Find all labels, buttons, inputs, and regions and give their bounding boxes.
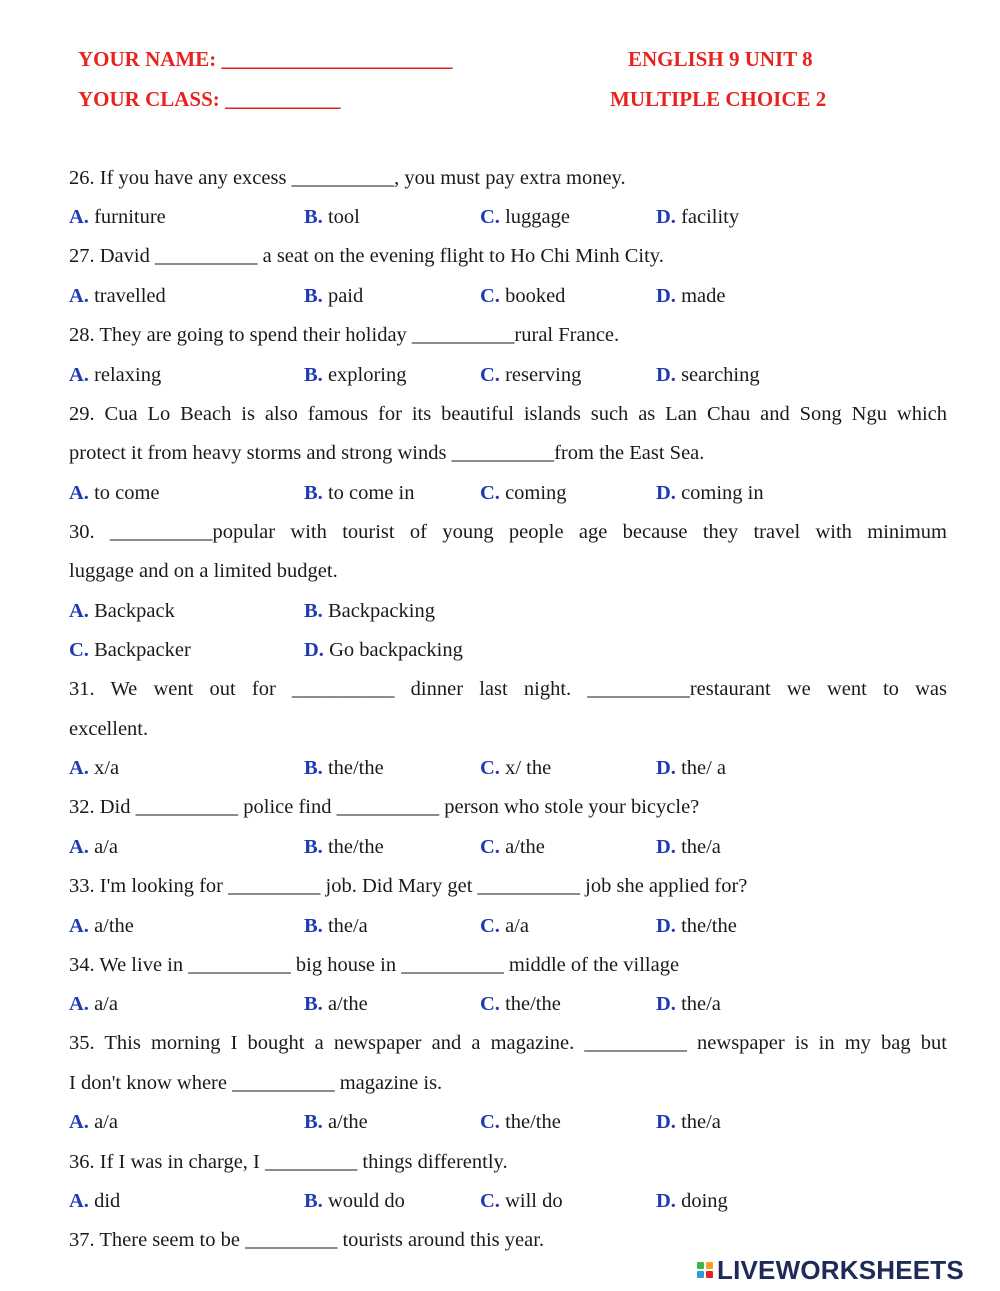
- option-29-a[interactable]: [69, 482, 160, 505]
- option-28-b[interactable]: [304, 364, 407, 387]
- option-key: D.: [656, 915, 676, 937]
- option-key: A.: [69, 836, 89, 858]
- question-36: 36. If I was in charge, I _________ things differently.: [69, 1151, 508, 1173]
- option-29-c[interactable]: [480, 482, 567, 505]
- option-text: a/the: [327, 993, 368, 1015]
- option-key: A.: [69, 285, 89, 307]
- option-34-c[interactable]: [480, 993, 561, 1016]
- option-30-d[interactable]: [304, 639, 463, 662]
- option-key: A.: [69, 206, 89, 228]
- option-key: A.: [69, 600, 89, 622]
- option-28-d[interactable]: [656, 364, 760, 387]
- option-text: to come in: [327, 482, 415, 504]
- logo-square: [706, 1262, 713, 1269]
- option-text: travelled: [94, 285, 166, 307]
- option-35-a[interactable]: [69, 1111, 118, 1134]
- option-text: facility: [681, 206, 740, 228]
- option-key: D.: [656, 1111, 676, 1133]
- option-text: to come: [94, 482, 160, 504]
- option-key: A.: [69, 482, 89, 504]
- option-key: C.: [480, 206, 500, 228]
- option-text: x/ the: [505, 757, 552, 779]
- option-key: D.: [656, 836, 676, 858]
- question-26: 26. If you have any excess __________, you must pay extra money.: [69, 167, 626, 189]
- option-27-a[interactable]: [69, 285, 166, 308]
- option-36-d[interactable]: [656, 1190, 728, 1213]
- question-27: 27. David __________ a seat on the evening flight to Ho Chi Minh City.: [69, 245, 664, 267]
- option-text: Go backpacking: [329, 639, 463, 661]
- option-27-d[interactable]: [656, 285, 725, 308]
- option-key: B.: [304, 993, 323, 1015]
- option-32-c[interactable]: [480, 836, 545, 859]
- option-31-d[interactable]: [656, 757, 726, 780]
- option-text: the/ a: [681, 757, 727, 779]
- option-35-d[interactable]: [656, 1111, 721, 1134]
- option-30-a[interactable]: [69, 600, 175, 623]
- option-key: A.: [69, 1190, 89, 1212]
- option-key: D.: [656, 1190, 676, 1212]
- option-key: A.: [69, 364, 89, 386]
- option-36-b[interactable]: [304, 1190, 405, 1213]
- question-30-line-1: 30. __________popular with tourist of young people age because they travel with minimum: [69, 521, 947, 543]
- option-text: booked: [505, 285, 566, 307]
- option-key: C.: [69, 639, 89, 661]
- option-key: A.: [69, 915, 89, 937]
- option-text: would do: [327, 1190, 405, 1212]
- option-text: the/a: [327, 915, 368, 937]
- option-key: B.: [304, 285, 323, 307]
- option-text: a/the: [327, 1111, 368, 1133]
- option-text: Backpacking: [327, 600, 435, 622]
- liveworksheets-logo-icon: [697, 1262, 713, 1278]
- option-key: D.: [656, 206, 676, 228]
- option-text: x/a: [94, 757, 120, 779]
- option-33-a[interactable]: [69, 915, 134, 938]
- option-35-c[interactable]: [480, 1111, 561, 1134]
- option-28-a[interactable]: [69, 364, 161, 387]
- question-29-line-1: 29. Cua Lo Beach is also famous for its beautiful islands such as Lan Chau and Song Ngu which: [69, 403, 947, 425]
- option-26-c[interactable]: [480, 206, 570, 229]
- option-33-c[interactable]: [480, 915, 529, 938]
- your-name-label: YOUR NAME: ______________________: [78, 47, 453, 71]
- option-key: D.: [656, 285, 676, 307]
- option-text: Backpack: [94, 600, 175, 622]
- option-text: the/the: [505, 1111, 561, 1133]
- option-key: C.: [480, 993, 500, 1015]
- option-34-d[interactable]: [656, 993, 721, 1016]
- brand-name: LIVEWORKSHEETS: [717, 1254, 964, 1285]
- option-33-d[interactable]: [656, 915, 737, 938]
- option-32-b[interactable]: [304, 836, 384, 859]
- option-34-b[interactable]: [304, 993, 368, 1016]
- option-text: tool: [327, 206, 360, 228]
- question-30-line-2: luggage and on a limited budget.: [69, 560, 338, 582]
- option-36-a[interactable]: [69, 1190, 120, 1213]
- option-key: C.: [480, 1111, 500, 1133]
- option-text: reserving: [505, 364, 582, 386]
- option-text: the/the: [505, 993, 561, 1015]
- option-key: D.: [304, 639, 324, 661]
- option-text: the/the: [327, 836, 384, 858]
- option-key: C.: [480, 757, 500, 779]
- option-text: exploring: [327, 364, 407, 386]
- question-32: 32. Did __________ police find __________ person who stole your bicycle?: [69, 796, 700, 818]
- option-text: made: [681, 285, 726, 307]
- option-key: C.: [480, 285, 500, 307]
- option-text: Backpacker: [94, 639, 191, 661]
- option-key: C.: [480, 482, 500, 504]
- question-35-line-2: I don't know where __________ magazine is.: [69, 1072, 443, 1094]
- option-key: D.: [656, 364, 676, 386]
- option-text: a/a: [505, 915, 529, 937]
- option-27-b[interactable]: [304, 285, 363, 308]
- option-text: a/the: [505, 836, 545, 858]
- option-key: B.: [304, 1111, 323, 1133]
- option-key: D.: [656, 757, 676, 779]
- question-34: 34. We live in __________ big house in __________ middle of the village: [69, 954, 680, 976]
- option-26-d[interactable]: [656, 206, 739, 229]
- option-text: will do: [505, 1190, 563, 1212]
- option-26-a[interactable]: [69, 206, 166, 229]
- option-key: C.: [480, 915, 500, 937]
- option-text: coming in: [681, 482, 764, 504]
- liveworksheets-brand[interactable]: [697, 1255, 964, 1285]
- option-key: D.: [656, 993, 676, 1015]
- section-title: MULTIPLE CHOICE 2: [610, 87, 827, 111]
- question-28: 28. They are going to spend their holiday __________rural France.: [69, 324, 620, 346]
- option-key: B.: [304, 836, 323, 858]
- option-31-b[interactable]: [304, 757, 384, 780]
- option-text: a/a: [94, 993, 118, 1015]
- option-key: B.: [304, 206, 323, 228]
- option-text: furniture: [94, 206, 166, 228]
- option-key: B.: [304, 1190, 323, 1212]
- option-text: luggage: [505, 206, 570, 228]
- option-text: relaxing: [94, 364, 162, 386]
- question-31-line-2: excellent.: [69, 718, 149, 740]
- question-37: 37. There seem to be _________ tourists around this year.: [69, 1229, 545, 1251]
- option-31-a[interactable]: [69, 757, 119, 780]
- logo-square: [697, 1262, 704, 1269]
- option-29-d[interactable]: [656, 482, 764, 505]
- option-text: searching: [681, 364, 760, 386]
- option-text: coming: [505, 482, 567, 504]
- option-31-c[interactable]: [480, 757, 551, 780]
- option-key: C.: [480, 1190, 500, 1212]
- option-27-c[interactable]: [480, 285, 565, 308]
- option-26-b[interactable]: [304, 206, 360, 229]
- option-key: B.: [304, 482, 323, 504]
- option-36-c[interactable]: [480, 1190, 563, 1213]
- option-text: paid: [327, 285, 364, 307]
- option-text: doing: [681, 1190, 728, 1212]
- unit-title: ENGLISH 9 UNIT 8: [628, 47, 813, 71]
- question-29-line-2: protect it from heavy storms and strong winds __________from the East Sea.: [69, 442, 705, 464]
- option-34-a[interactable]: [69, 993, 118, 1016]
- option-32-d[interactable]: [656, 836, 721, 859]
- option-key: A.: [69, 1111, 89, 1133]
- option-text: the/the: [327, 757, 384, 779]
- option-key: D.: [656, 482, 676, 504]
- question-35-line-1: 35. This morning I bought a newspaper and a magazine. __________ newspaper is in my bag but: [69, 1032, 947, 1054]
- logo-square: [697, 1271, 704, 1278]
- logo-square: [706, 1271, 713, 1278]
- option-text: the/the: [681, 915, 737, 937]
- option-text: a/the: [94, 915, 134, 937]
- your-class-label: YOUR CLASS: ___________: [78, 87, 341, 111]
- option-32-a[interactable]: [69, 836, 118, 859]
- option-key: B.: [304, 364, 323, 386]
- option-35-b[interactable]: [304, 1111, 368, 1134]
- option-text: a/a: [94, 1111, 118, 1133]
- option-text: the/a: [681, 836, 721, 858]
- question-33: 33. I'm looking for _________ job. Did Mary get __________ job she applied for?: [69, 875, 748, 897]
- option-text: a/a: [94, 836, 118, 858]
- option-33-b[interactable]: [304, 915, 368, 938]
- option-key: C.: [480, 836, 500, 858]
- option-30-c[interactable]: [69, 639, 191, 662]
- option-text: the/a: [681, 993, 721, 1015]
- option-key: A.: [69, 757, 89, 779]
- option-key: B.: [304, 600, 323, 622]
- option-key: B.: [304, 757, 323, 779]
- option-29-b[interactable]: [304, 482, 414, 505]
- option-key: A.: [69, 993, 89, 1015]
- option-text: the/a: [681, 1111, 721, 1133]
- option-key: B.: [304, 915, 323, 937]
- option-28-c[interactable]: [480, 364, 581, 387]
- option-30-b[interactable]: [304, 600, 435, 623]
- question-31-line-1: 31. We went out for __________ dinner last night. __________restaurant we went to was: [69, 678, 947, 700]
- option-key: C.: [480, 364, 500, 386]
- option-text: did: [94, 1190, 121, 1212]
